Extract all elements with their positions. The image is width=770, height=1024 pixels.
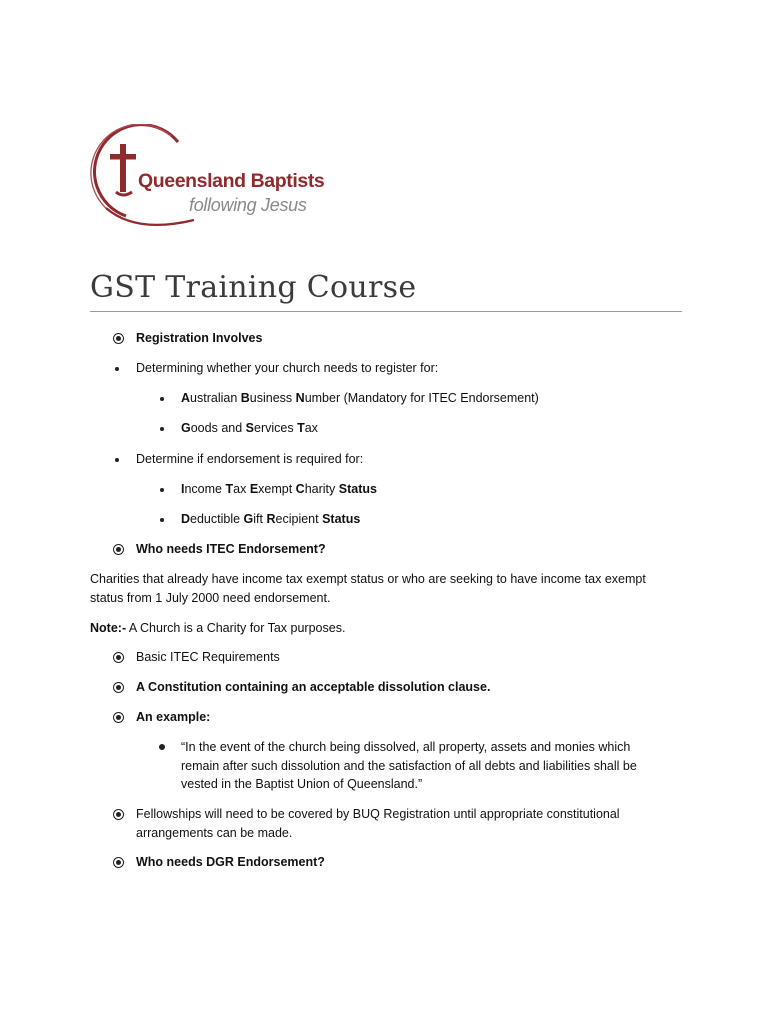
note-line: Note:- A Church is a Charity for Tax purposes. [90,621,346,635]
circled-bullet-icon [113,809,124,820]
heading-registration-involves: Registration Involves [136,331,263,345]
bullet-icon [115,458,119,462]
bullet-icon [115,367,119,371]
list-item-example: An example: [136,710,211,724]
bullet-icon [159,744,165,750]
quote-dissolution-clause: “In the event of the church being dissolved, all property, assets and monies which remain after such dissolution and the satisfaction of all debts and liabilities shall be vested in the Baptist Union of Queensland.” [181,740,637,791]
heading-who-needs-dgr: Who needs DGR Endorsement? [136,855,325,869]
bullet-icon [160,427,164,431]
list-item-itec: Income Tax Exempt Charity Status [181,482,377,496]
list-item: Determine if endorsement is required for: [136,452,364,466]
list-item-basic-itec: Basic ITEC Requirements [136,650,280,664]
circled-bullet-icon [113,712,124,723]
list-item-gst: Goods and Services Tax [181,421,318,435]
heading-who-needs-itec: Who needs ITEC Endorsement? [136,542,326,556]
page-title: GST Training Course [90,270,417,305]
title-divider [90,311,682,312]
circled-bullet-icon [113,333,124,344]
circled-bullet-icon [113,652,124,663]
logo-tagline: following Jesus [189,195,307,215]
list-item-fellowships: Fellowships will need to be covered by BUQ Registration until appropriate constitutional arrangements can be made. [136,807,620,840]
list-item-abn: Australian Business Number (Mandatory for ITEC Endorsement) [181,391,539,405]
bullet-icon [160,488,164,492]
list-item-dgr: Deductible Gift Recipient Status [181,512,361,526]
circled-bullet-icon [113,544,124,555]
circled-bullet-icon [113,682,124,693]
bullet-icon [160,518,164,522]
logo-name: Queensland Baptists [138,170,325,192]
list-item: Determining whether your church needs to register for: [136,361,439,375]
bullet-icon [160,397,164,401]
circled-bullet-icon [113,857,124,868]
paragraph-itec: Charities that already have income tax exempt status or who are seeking to have income tax exempt status from 1 July 2000 need endorsement. [90,572,646,605]
queensland-baptists-logo [86,124,326,228]
list-item-constitution: A Constitution containing an acceptable dissolution clause. [136,680,491,694]
